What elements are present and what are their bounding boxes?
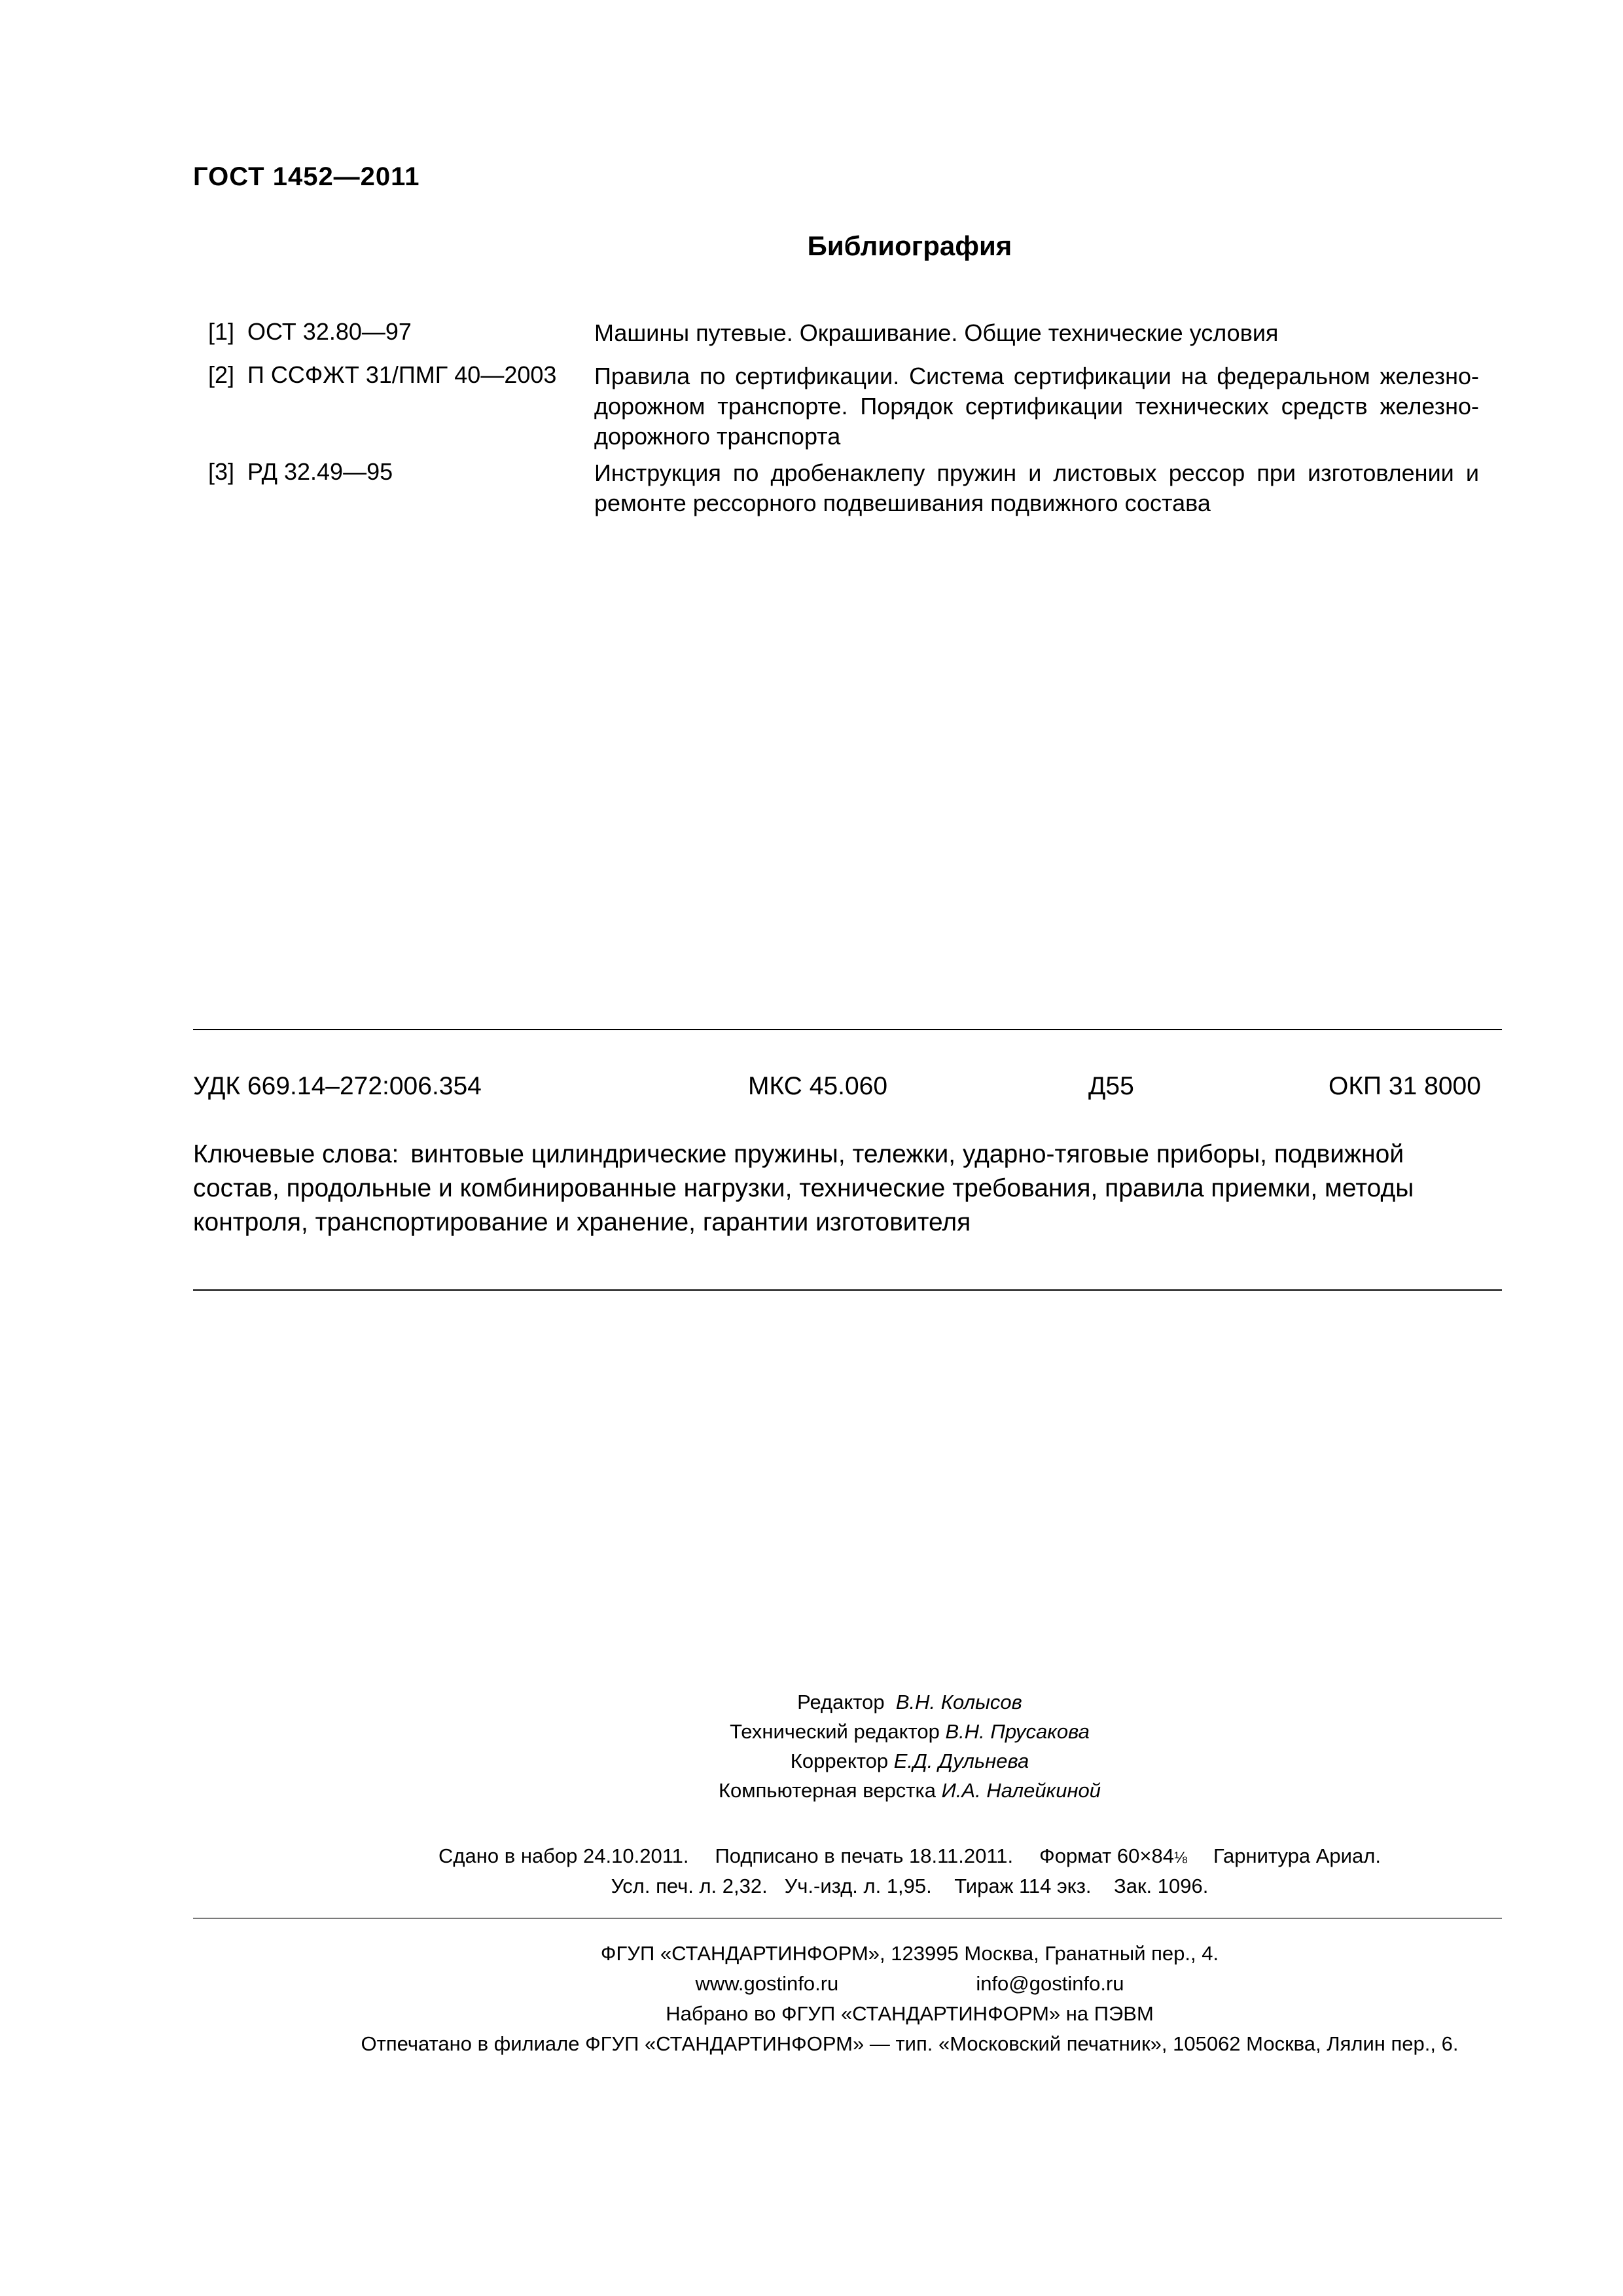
credit-role: Редактор [797, 1691, 885, 1713]
ref-code: П ССФЖТ 31/ПМГ 40—2003 [247, 361, 557, 388]
credit-line [196, 1776, 1623, 1805]
print-info-line-1 [0, 1844, 1623, 1868]
mks-code: МКС 45.060 [748, 1072, 888, 1100]
publisher-contacts [196, 1969, 1623, 1999]
keywords [193, 1138, 1481, 1240]
printer-info: Отпечатано в филиале ФГУП «СТАНДАРТИНФОРМ» — тип. «Московский печатник», 105062 Москва, Лялин пер., 6. [361, 2032, 1459, 2055]
publisher-block [0, 1939, 1623, 2059]
credits-block [0, 1687, 1623, 1805]
ref-number: [1] [208, 318, 235, 345]
signed-date: Подписано в печать 18.11.2011. [715, 1844, 1014, 1867]
document-code: ГОСТ 1452—2011 [193, 162, 420, 191]
keywords-label: Ключевые слова: [193, 1140, 399, 1168]
printed-sheets: Усл. печ. л. 2,32. [611, 1874, 768, 1897]
print-info-line-2 [0, 1874, 1623, 1898]
divider [193, 1029, 1502, 1030]
ref-number: [2] [208, 361, 235, 388]
credit-name: Е.Д. Дульнева [893, 1749, 1029, 1772]
ref-description: Инструкция по дробенаклепу пружин и листовых рессор при изготовлении и ремонте рессорного подвешивания подвижного состава [594, 459, 1479, 516]
order-number: Зак. 1096. [1114, 1874, 1209, 1897]
print-run: Тираж 114 экз. [954, 1874, 1092, 1897]
credit-name: В.Н. Прусакова [945, 1720, 1090, 1743]
typeface: Гарнитура Ариал. [1213, 1844, 1381, 1867]
divider [193, 1918, 1502, 1919]
udk-code: УДК 669.14–272:006.354 [193, 1072, 482, 1100]
publisher-site: www.gostinfo.ru [695, 1972, 839, 1995]
divider [193, 1289, 1502, 1291]
ref-code: РД 32.49—95 [247, 458, 393, 485]
format: Формат 60×84 [1039, 1844, 1174, 1867]
d-code: Д55 [1088, 1072, 1134, 1100]
ref-number: [3] [208, 458, 235, 485]
credit-line [196, 1717, 1623, 1746]
edition-sheets: Уч.-изд. л. 1,95. [784, 1874, 932, 1897]
publisher-address: ФГУП «СТАНДАРТИНФОРМ», 123995 Москва, Гранатный пер., 4. [600, 1942, 1219, 1965]
credit-role: Технический редактор [730, 1720, 940, 1743]
ref-code: ОСТ 32.80—97 [247, 318, 412, 345]
keywords-text: винтовые цилиндрические пружины, тележки, ударно-тяговые приборы, подвижной состав, продольные и комбинированные нагрузки, технические требования, правила приемки, методы контроля, транспортирование и хранение, гарантии изготовителя [193, 1140, 1414, 1236]
ref-description: Машины путевые. Окрашивание. Общие технические условия [594, 319, 1279, 346]
typeset-info: Набрано во ФГУП «СТАНДАРТИНФОРМ» на ПЭВМ [666, 2002, 1154, 2025]
bibliography-title: Библиография [807, 230, 1012, 261]
credit-role: Компьютерная верстка [719, 1779, 936, 1802]
format-fraction: ⅛ [1173, 1849, 1187, 1867]
credit-name: И.А. Налейкиной [941, 1779, 1101, 1802]
submitted-date: Сдано в набор 24.10.2011. [438, 1844, 689, 1867]
credit-name: В.Н. Колысов [895, 1691, 1022, 1713]
credit-role: Корректор [790, 1749, 889, 1772]
ref-description: Правила по сертификации. Система сертификации на федеральном железно-дорожном транспорте. Порядок сертификации технических средств железно-дорожного транспорта [594, 363, 1479, 450]
okp-code: ОКП 31 8000 [1329, 1072, 1481, 1100]
credit-line [196, 1687, 1623, 1717]
credit-line [196, 1746, 1623, 1776]
publisher-email: info@gostinfo.ru [976, 1972, 1124, 1995]
